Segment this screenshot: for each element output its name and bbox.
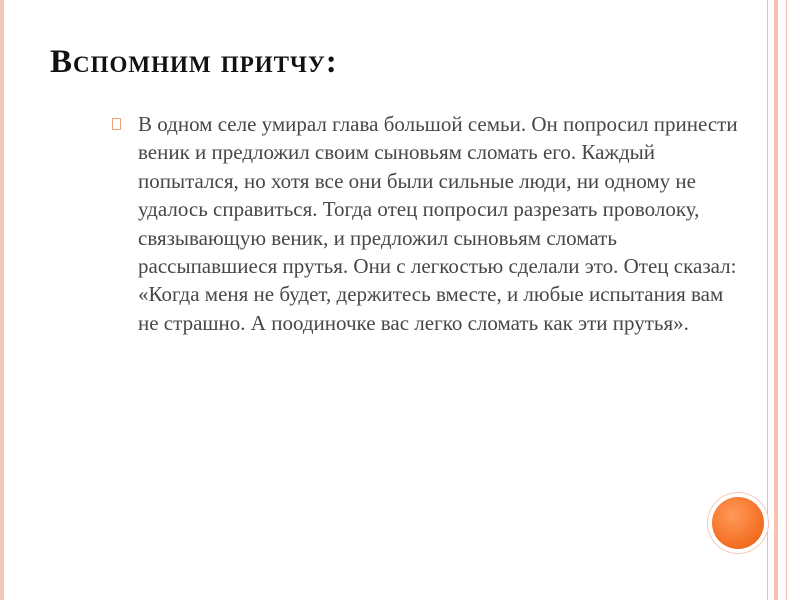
orange-circle-decoration (712, 497, 764, 549)
right-border-stripe (767, 0, 787, 600)
left-border-stripe (0, 0, 4, 600)
slide-body (110, 110, 740, 337)
parable-paragraph: В одном селе умирал глава большой семьи. Он попросил принести веник и предложил своим сыновьям сломать его. Каждый попытался, но хотя все они были сильные люди, ни одному не удалось справиться. Тогда отец попросил разрезать проволоку, связывающую веник, и предложил сыновьям сломать рассыпавшиеся прутья. Они с легкостью сделали это. Отец сказал: «Когда меня не будет, держитесь вместе, и любые испытания вам не страшно. А поодиночке вас легко сломать как эти прутья». (138, 112, 738, 335)
slide-title: Вспомним притчу: (50, 44, 338, 80)
right-border-inner-stripe (774, 0, 778, 600)
bullet-icon (112, 118, 121, 130)
